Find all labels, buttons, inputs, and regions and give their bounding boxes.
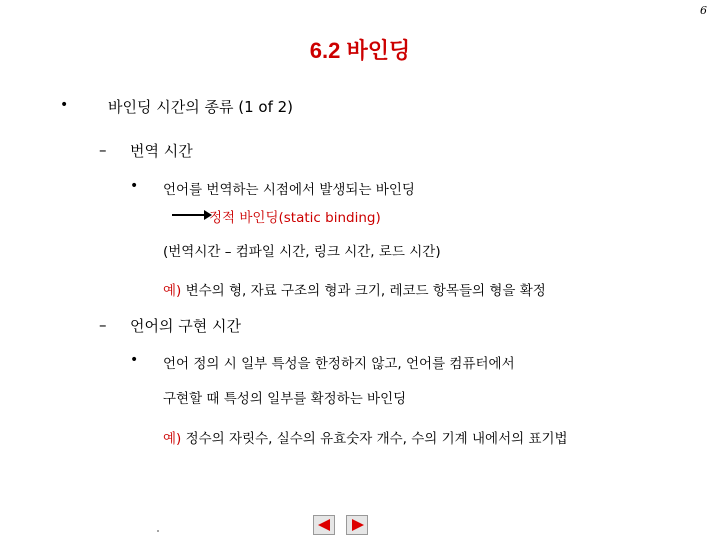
example-prefix: 예) (163, 283, 182, 299)
slide-title: 6.2 바인딩 (309, 38, 411, 63)
translation-example (163, 279, 546, 299)
dash-marker: – (99, 141, 107, 159)
bullet-dot: • (60, 97, 69, 113)
next-slide-icon (352, 519, 364, 531)
example-text: 변수의 형, 자료 구조의 형과 크기, 레코드 항목들의 형을 확정 (181, 283, 546, 299)
previous-slide-button[interactable] (313, 515, 335, 535)
implementation-example (163, 427, 568, 447)
translation-binding-text: 언어를 번역하는 시점에서 발생되는 바인딩 (163, 182, 415, 198)
next-slide-button[interactable] (346, 515, 368, 535)
decorative-dot (157, 530, 159, 532)
static-binding-label: 정적 바인딩(static binding) (209, 210, 381, 226)
implementation-time-heading: 언어의 구현 시간 (130, 317, 241, 335)
level1-heading: 바인딩 시간의 종류 (1 of 2) (108, 98, 294, 116)
translation-time-heading: 번역 시간 (130, 142, 193, 160)
implementation-binding-text-line2: 구현할 때 특성의 일부를 확정하는 바인딩 (163, 391, 407, 407)
example-prefix: 예) (163, 431, 182, 447)
example-text: 정수의 자릿수, 실수의 유효숫자 개수, 수의 기계 내에서의 표기법 (181, 431, 568, 447)
bullet-dot: • (130, 352, 139, 368)
bullet-dot: • (130, 178, 139, 194)
implementation-binding-text-line1: 언어 정의 시 일부 특성을 한정하지 않고, 언어를 컴퓨터에서 (163, 356, 515, 372)
translation-time-detail: (번역시간 – 컴파일 시간, 링크 시간, 로드 시간) (163, 244, 441, 260)
page-number: 6 (700, 4, 707, 17)
arrow-icon-line (172, 214, 208, 216)
previous-slide-icon (318, 519, 330, 531)
dash-marker: – (99, 316, 107, 334)
